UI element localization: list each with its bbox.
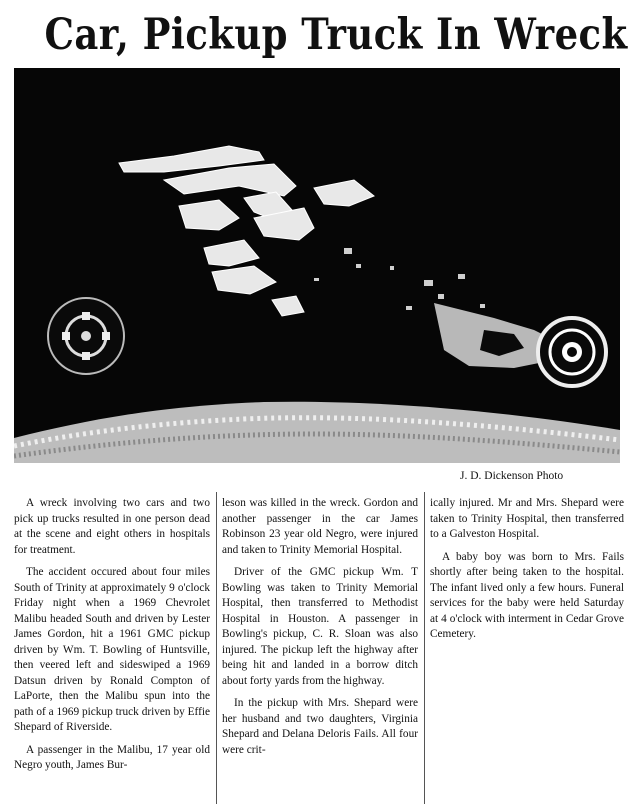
article-column-2	[222, 496, 418, 765]
headline: Car, Pickup Truck In Wreck	[44, 10, 628, 60]
column-divider	[424, 492, 425, 804]
photo-credit: J. D. Dickenson Photo	[460, 470, 564, 482]
article-paragraph: A baby boy was born to Mrs. Fails shortly after being taken to the hospital. The infant lived only a few hours. Funeral services for the baby were held Saturday at 4 o'clock with interment in Cedar Grove Cemetery.	[430, 550, 624, 640]
wreck-photo	[14, 68, 620, 463]
article-paragraph: A wreck involving two cars and two pick up trucks resulted in one person dead at the scene and eight others in hospitals for treatment.	[14, 497, 210, 556]
article-paragraph: ically injured. Mr and Mrs. Shepard were taken to Trinity Hospital, then transferred to a Galveston Hospital.	[430, 497, 624, 540]
article-paragraph: In the pickup with Mrs. Shepard were her husband and two daughters, Virginia Shepard and Delana Deloris Fails. All four were crit-	[222, 697, 418, 756]
wreck-photo-illustration	[14, 68, 620, 463]
article-column-3	[430, 496, 624, 650]
wheel-left	[48, 298, 124, 374]
article-paragraph: The accident occured about four miles South of Trinity at approximately 9 o'clock Friday night when a 1969 Chevrolet Malibu headed South and driven by Lester James Gordon, hit a 1961 GMC pickup driven by Wm. T. Bowling of Huntsville, then veered left and sideswiped a 1969 Datsun driven by Ronald Compton of LaPorte, then the Malibu spun into the path of a 1969 pickup truck driven by Effie Shepard of Riverside.	[14, 566, 210, 733]
article-column-1	[14, 496, 210, 781]
article-paragraph: Driver of the GMC pickup Wm. T Bowling was taken to Trinity Memorial Hospital, then transferred to Methodist Hospital in Houston. A passenger in Bowling's pickup, C. R. Sloan was also injured. The pickup left the highway after being hit and landed in a borrow ditch about forty yards from the highway.	[222, 566, 418, 687]
column-divider	[216, 492, 217, 804]
article-paragraph: A passenger in the Malibu, 17 year old Negro youth, James Bur-	[14, 743, 210, 771]
article-paragraph: leson was killed in the wreck. Gordon and another passenger in the car James Robinson 23 year old Negro, were injured and taken to Trinity Memorial Hospital.	[222, 497, 418, 556]
